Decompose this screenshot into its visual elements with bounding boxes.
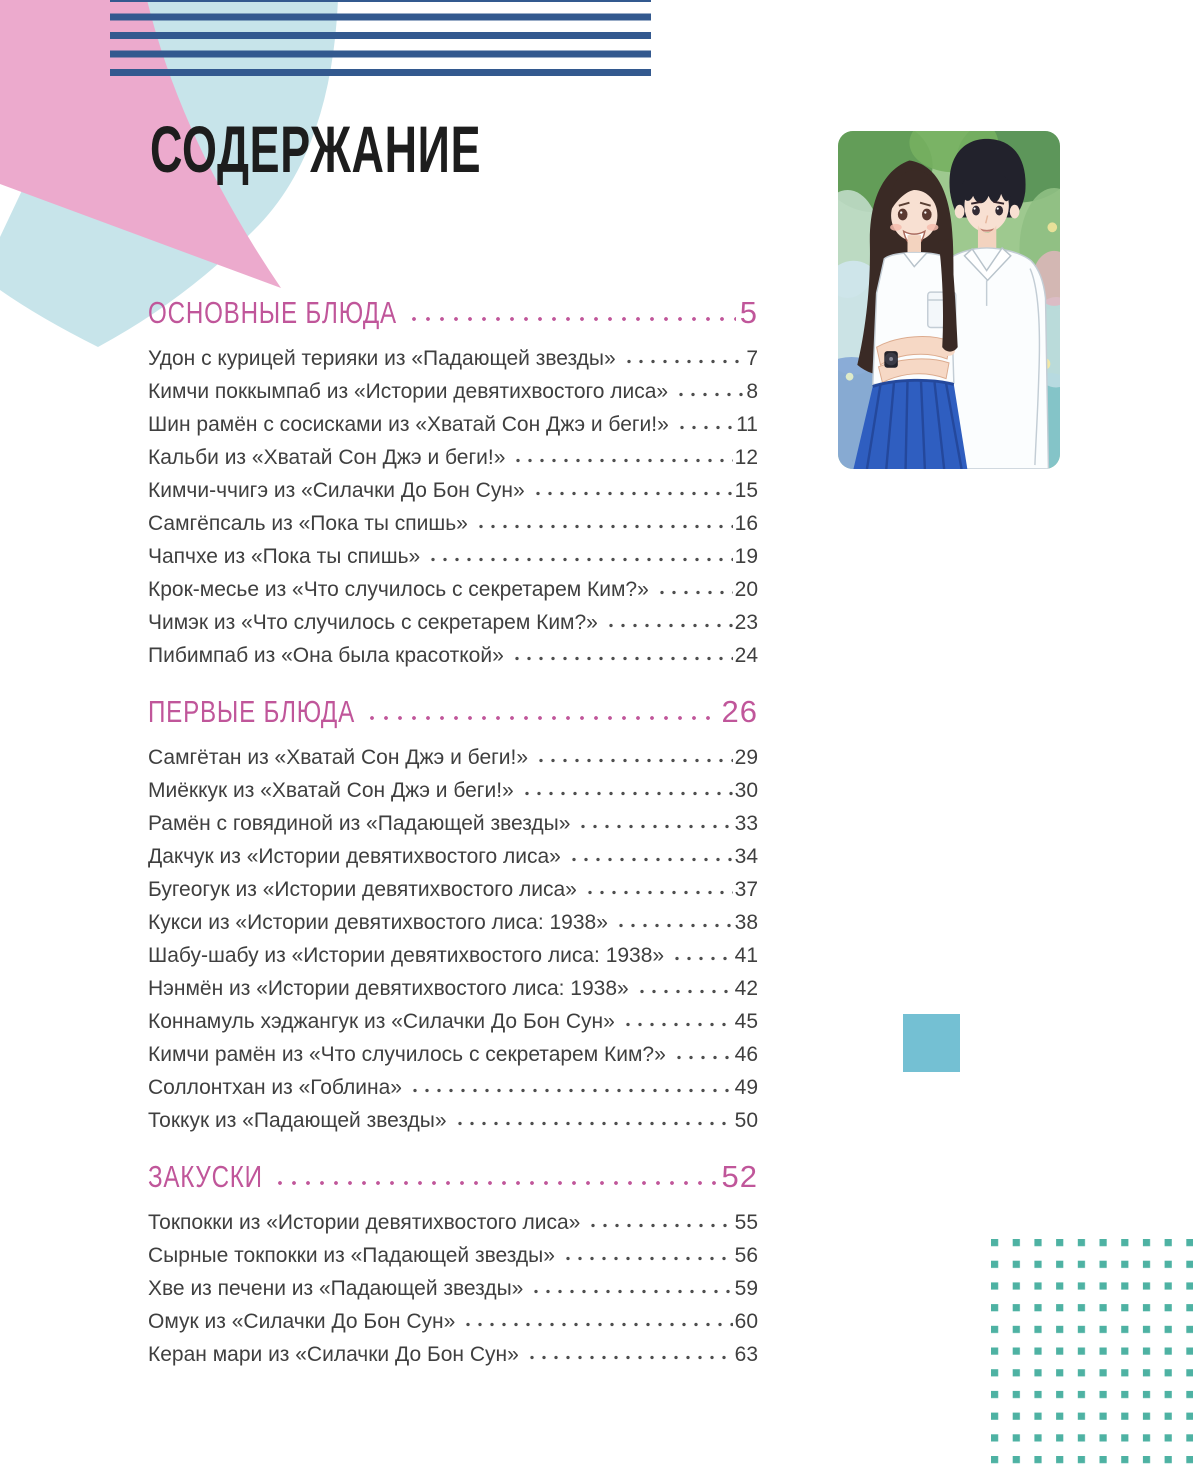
dotted-leader: [566, 856, 733, 863]
entry-page-number: 38: [734, 911, 758, 934]
toc-section-1: [148, 695, 758, 1137]
toc-entry: [148, 939, 758, 972]
entry-title: Соллонтхан из «Гоблина»: [148, 1076, 402, 1099]
toc-entry: [148, 507, 758, 540]
table-of-contents: [148, 296, 758, 1371]
dotted-leader: [528, 1288, 732, 1295]
dotted-leader: [582, 889, 733, 896]
entry-page-number: 30: [734, 779, 758, 802]
toc-entry: [148, 1239, 758, 1272]
section-title: ОСНОВНЫЕ БЛЮДА: [148, 295, 397, 330]
entry-page-number: 46: [734, 1043, 758, 1066]
entry-title: Дакчук из «Истории девятихвостого лиса»: [148, 845, 561, 868]
dotted-leader: [271, 1179, 718, 1187]
toc-entry: [148, 573, 758, 606]
dotted-leader: [654, 589, 733, 596]
entry-page-number: 34: [734, 845, 758, 868]
toc-entry: [148, 873, 758, 906]
entry-page-number: 7: [746, 347, 758, 370]
entry-title: Омук из «Силачки До Бон Сун»: [148, 1310, 456, 1333]
entry-title: Чимэк из «Что случилось с секретарем Ким?»: [148, 611, 598, 634]
toc-entry: [148, 441, 758, 474]
entry-page-number: 8: [746, 380, 758, 403]
dotted-leader: [530, 490, 733, 497]
toc-entry: [148, 774, 758, 807]
toc-entry: [148, 1071, 758, 1104]
toc-entry: [148, 1272, 758, 1305]
section-page-number: 52: [721, 1159, 758, 1194]
entry-title: Хве из печени из «Падающей звезды»: [148, 1277, 524, 1300]
entry-title: Миёккук из «Хватай Сон Джэ и беги!»: [148, 779, 514, 802]
entry-page-number: 29: [734, 746, 758, 769]
dotted-leader: [673, 391, 744, 398]
dotted-leader: [671, 1054, 733, 1061]
toc-entry: [148, 1338, 758, 1371]
entry-page-number: 63: [734, 1343, 758, 1366]
entry-title: Самгётан из «Хватай Сон Джэ и беги!»: [148, 746, 529, 769]
entry-title: Кальби из «Хватай Сон Джэ и беги!»: [148, 446, 506, 469]
entry-title: Кимчи поккымпаб из «Истории девятихвостого лиса»: [148, 380, 669, 403]
toc-entry: [148, 807, 758, 840]
entry-page-number: 12: [734, 446, 758, 469]
section-page-number: 26: [721, 694, 758, 729]
dotted-leader: [407, 1087, 733, 1094]
entry-title: Нэнмён из «Истории девятихвостого лиса: 1938»: [148, 977, 629, 1000]
dotted-leader: [603, 622, 733, 629]
stripes-decor: [110, 0, 651, 77]
toc-entry: [148, 1206, 758, 1239]
toc-entry: [148, 741, 758, 774]
dotted-leader: [524, 1354, 733, 1361]
section-title: ЗАКУСКИ: [148, 1159, 263, 1194]
entry-page-number: 37: [734, 878, 758, 901]
dotted-leader: [621, 358, 745, 365]
entry-page-number: 60: [734, 1310, 758, 1333]
entry-page-number: 41: [734, 944, 758, 967]
toc-entry: [148, 540, 758, 573]
entry-title: Чапчхе из «Пока ты спишь»: [148, 545, 421, 568]
toc-entry: [148, 606, 758, 639]
entry-page-number: 56: [734, 1244, 758, 1267]
dotted-leader: [363, 714, 718, 722]
toc-entry: [148, 408, 758, 441]
dotted-leader: [509, 655, 733, 662]
dotted-leader: [452, 1120, 733, 1127]
dot-grid-decor: [991, 1239, 1193, 1477]
entry-title: Кимчи-ччигэ из «Силачки До Бон Сун»: [148, 479, 525, 502]
entry-title: Удон с курицей терияки из «Падающей звезды»: [148, 347, 616, 370]
toc-entry: [148, 1038, 758, 1071]
entry-page-number: 16: [734, 512, 758, 535]
entry-page-number: 15: [734, 479, 758, 502]
section-title: ПЕРВЫЕ БЛЮДА: [148, 694, 355, 729]
toc-entry: [148, 1305, 758, 1338]
entry-title: Токкук из «Падающей звезды»: [148, 1109, 447, 1132]
entry-title: Сырные токпокки из «Падающей звезды»: [148, 1244, 555, 1267]
dotted-leader: [425, 556, 732, 563]
entry-title: Пибимпаб из «Она была красоткой»: [148, 644, 504, 667]
entry-title: Кимчи рамён из «Что случилось с секретарем Ким?»: [148, 1043, 666, 1066]
dotted-leader: [560, 1255, 733, 1262]
dotted-leader: [620, 1021, 733, 1028]
toc-entry: [148, 342, 758, 375]
entry-title: Шабу-шабу из «Истории девятихвостого лиса: 1938»: [148, 944, 665, 967]
entry-title: Токпокки из «Истории девятихвостого лиса»: [148, 1211, 581, 1234]
toc-entry: [148, 1104, 758, 1137]
dotted-leader: [533, 757, 733, 764]
entry-page-number: 20: [734, 578, 758, 601]
section-page-number: 5: [739, 295, 758, 330]
entry-title: Кукси из «Истории девятихвостого лиса: 1938»: [148, 911, 608, 934]
entry-page-number: 49: [734, 1076, 758, 1099]
couple-illustration: [838, 131, 1060, 469]
dotted-leader: [585, 1222, 732, 1229]
toc-entry: [148, 1005, 758, 1038]
dotted-leader: [473, 523, 733, 530]
toc-entry: [148, 375, 758, 408]
dotted-leader: [669, 955, 733, 962]
entry-title: Самгёпсаль из «Пока ты спишь»: [148, 512, 468, 535]
entry-title: Бугеогук из «Истории девятихвостого лиса»: [148, 878, 577, 901]
entry-title: Крок-месье из «Что случилось с секретарем Ким?»: [148, 578, 649, 601]
toc-entry: [148, 840, 758, 873]
dotted-leader: [460, 1321, 732, 1328]
dotted-leader: [405, 315, 736, 323]
section-header: [148, 1160, 758, 1200]
dotted-leader: [674, 424, 734, 431]
entry-title: Керан мари из «Силачки До Бон Сун»: [148, 1343, 519, 1366]
teal-square-decor: [903, 1014, 960, 1072]
entry-page-number: 45: [734, 1010, 758, 1033]
toc-section-0: [148, 296, 758, 672]
entry-page-number: 42: [734, 977, 758, 1000]
entry-page-number: 50: [734, 1109, 758, 1132]
toc-entry: [148, 972, 758, 1005]
toc-section-2: [148, 1160, 758, 1371]
entry-page-number: 59: [734, 1277, 758, 1300]
dotted-leader: [519, 790, 733, 797]
entry-page-number: 19: [734, 545, 758, 568]
section-header: [148, 695, 758, 735]
section-header: [148, 296, 758, 336]
toc-entry: [148, 906, 758, 939]
entry-title: Шин рамён с сосисками из «Хватай Сон Джэ и беги!»: [148, 413, 669, 436]
entry-page-number: 11: [736, 413, 758, 436]
entry-page-number: 23: [734, 611, 758, 634]
entry-title: Коннамуль хэджангук из «Силачки До Бон Сун»: [148, 1010, 615, 1033]
dotted-leader: [613, 922, 733, 929]
page-title: СОДЕРЖАНИЕ: [150, 112, 482, 186]
toc-entry: [148, 474, 758, 507]
entry-page-number: 55: [734, 1211, 758, 1234]
entry-title: Рамён с говядиной из «Падающей звезды»: [148, 812, 571, 835]
dotted-leader: [510, 457, 732, 464]
entry-page-number: 24: [734, 644, 758, 667]
dotted-leader: [575, 823, 732, 830]
toc-entry: [148, 639, 758, 672]
entry-page-number: 33: [734, 812, 758, 835]
dotted-leader: [634, 988, 733, 995]
